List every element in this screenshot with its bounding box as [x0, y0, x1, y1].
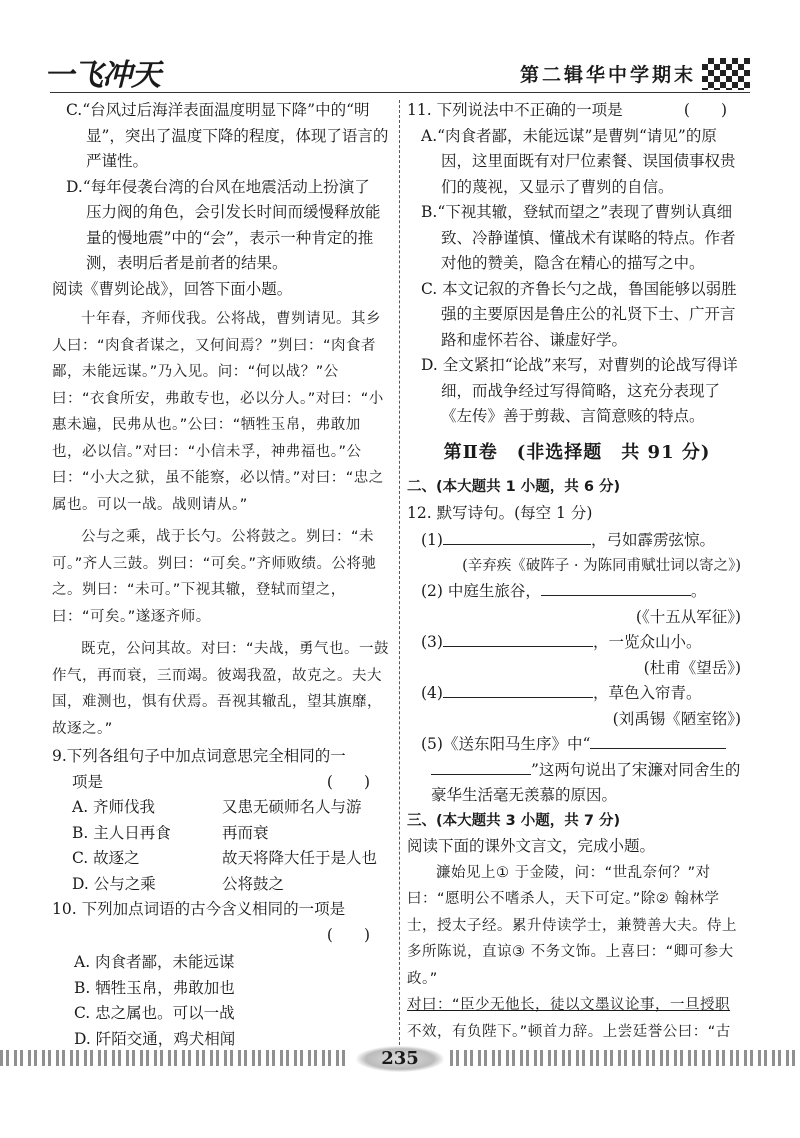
q12-2-source: (《十五从军征》) [635, 607, 741, 626]
q10-options [52, 950, 390, 1052]
q12-item-4 [407, 681, 747, 707]
page-number: 235 [356, 1046, 444, 1072]
q11-stem-row [407, 98, 747, 124]
passage-paragraph-3: 既克，公问其故。对曰：“夫战，勇气也。一鼓作气，再而衰，三而竭。彼竭我盈，故克之。夫大国，难测也，惧有伏焉。吾视其辙乱，望其旗靡，故逐之。” [52, 641, 390, 737]
footer-pattern-right [450, 1050, 800, 1066]
q8-option-c-line2: 显”，突出了温度下降的程度，体现了语言的 [86, 126, 389, 145]
q9-option-b-right: 再而衰 [222, 823, 269, 842]
checker-pattern-decoration [702, 58, 750, 90]
q12-4-text: ，草色入帘青。 [592, 684, 702, 702]
q12-5-text: (5)《送东阳马生序》中“ [421, 735, 591, 753]
q12-3-label: (3) [421, 633, 443, 651]
q11-answer-blank[interactable]: ( ) [683, 101, 727, 119]
q11-option-d: D. 全文紧扣“论战”来写，对曹刿的论战写得详细，而战争经过写得简略，这充分表现了《左传》善于剪裁、言简意赅的特点。 [421, 356, 738, 425]
q9-option-c-right: 故天将降大任于是人也 [222, 849, 378, 867]
q10-answer-blank[interactable]: ( ) [326, 925, 370, 944]
series-logo: 一飞冲天 [44, 58, 160, 93]
q12-4-source: (刘禹锡《陋室铭》) [612, 709, 741, 728]
q12-3-blank[interactable] [443, 630, 593, 647]
q9-option-a-right: 又患无硕师名人与游 [222, 798, 362, 816]
q9-options [52, 795, 390, 897]
q12-4-label: (4) [421, 684, 443, 702]
q9-option-a-left: A. 齐师伐我 [72, 798, 156, 816]
q12-item-3 [407, 630, 747, 656]
q12-5-blank[interactable] [590, 732, 726, 749]
q11-stem: 11. 下列说法中不正确的一项是 [407, 101, 623, 119]
q12-1-text: ，弓如霹雳弦惊。 [590, 531, 715, 549]
q11-option-b: B.“下视其辙，登轼而望之”表现了曹刿认真细致、冷静谨慎、懂战术有谋略的特点。作者对他的赞美，隐含在精心的描写之中。 [421, 203, 736, 272]
q12-3-text: ，一览众山小。 [592, 633, 702, 651]
q12-item-2 [407, 579, 747, 605]
q12-3-source: (杜甫《望岳》) [643, 658, 741, 677]
q9-option-d-right: 公将鼓之 [222, 874, 285, 893]
q8-option-d-line1: D.“每年侵袭台湾的台风在地震活动上扮演了 [66, 177, 370, 196]
q10-option-c: C. 忠之属也。可以一战 [74, 1004, 235, 1022]
q12-5-rest: ”这两句说出了宋濂对同舍生的豪华生活毫无羡慕的原因。 [431, 760, 741, 804]
footer-pattern-left [0, 1050, 350, 1066]
q12-5-blank-line2 [407, 758, 747, 809]
q10-option-d: D. 阡陌交通，鸡犬相闻 [74, 1029, 236, 1048]
section2-heading: 二、(本大题共 1 小题，共 6 分) [407, 479, 621, 495]
q12-2-end: 。 [690, 582, 707, 600]
part2-title: 第Ⅱ卷 (非选择题 共 91 分) [443, 441, 711, 463]
q9-option-c-left: C. 故逐之 [72, 849, 140, 867]
q10-answer-row [52, 923, 390, 949]
q8-option-d-line3: 量的慢地震”中的“会”，表示一种肯定的推 [86, 228, 374, 247]
passage2-paragraph: 濂始见上① 于金陵，问：“世乱奈何？”对曰：“愿明公不嗜杀人，天下可定。”除② 翰林学士，授太子经。累升侍读学士，兼赞善大夫。侍上多所陈说，直谅③ 不务文饰。上喜曰：“卿可参大政。” [407, 864, 737, 987]
q11-option-a: A.“肉食者鄙，未能远谋”是曹刿“请见”的原因，这里面既有对尸位素餐、误国债事权贵们的蔑视，又显示了曹刿的自信。 [421, 126, 736, 196]
q8-option-c-line3: 严谨性。 [86, 152, 149, 170]
q12-item-1 [407, 528, 747, 554]
q9-answer-blank[interactable]: ( ) [326, 772, 370, 791]
passage2-last-line: 不效，有负陛下。”顿首力辞。上尝廷誉公曰：“古 [407, 1023, 731, 1040]
left-column [52, 98, 390, 1052]
q12-2-text: (2) 中庭生旅谷， [421, 582, 541, 600]
q8-option-c-line1: C.“台风过后海洋表面温度明显下降”中的“明 [66, 101, 370, 119]
q9-stem-line2 [52, 770, 390, 796]
header-title: 第二辑华中学期末 [520, 64, 697, 86]
q9-stem-line1: 9.下列各组句子中加点词意思完全相同的一 [52, 747, 346, 765]
q12-title: 12. 默写诗句。(每空 1 分) [407, 503, 593, 522]
q8-option-d-line4: 测，表明后者是前者的结果。 [86, 254, 288, 272]
q12-1-label: (1) [421, 531, 443, 549]
passage2-underlined-line: 对曰：“臣少无他长，徒以文墨议论事，一旦授职 [407, 997, 731, 1013]
q9-stem-text: 项是 [72, 772, 104, 791]
header-rule [50, 92, 750, 93]
q9-option-d-left: D. 公与之乘 [72, 874, 156, 893]
q12-5-blank-2[interactable] [431, 758, 531, 775]
right-column [407, 98, 747, 1045]
q8-option-d-line2: 压力阀的角色，会引发长时间而缓慢释放能 [86, 203, 381, 221]
section3-heading: 三、(本大题共 3 小题，共 7 分) [407, 812, 621, 829]
q10-stem: 10. 下列加点词语的古今含义相同的一项是 [52, 900, 346, 918]
q12-1-source: (辛弃疾《破阵子 · 为陈同甫赋壮词以寄之》) [462, 557, 741, 574]
q10-option-b: B. 牺牲玉帛，弗敢加也 [74, 978, 235, 997]
q12-4-blank[interactable] [443, 681, 593, 698]
q12-item-5 [407, 732, 747, 758]
q12-1-blank[interactable] [443, 528, 591, 545]
q9-option-b-left: B. 主人日再食 [72, 823, 171, 842]
q11-option-c: C. 本文记叙的齐鲁长勺之战，鲁国能够以弱胜强的主要原因是鲁庄公的礼贤下士、广开言路和虚怀若谷、谦虚好学。 [421, 279, 737, 349]
q12-2-blank[interactable] [541, 579, 691, 596]
reading-intro: 阅读《曹刿论战》，回答下面小题。 [52, 279, 293, 298]
page-header [0, 0, 800, 96]
q10-option-a: A. 肉食者鄙，未能远谋 [74, 953, 235, 971]
passage-paragraph-1: 十年春，齐师伐我。公将战，曹刿请见。其乡人曰：“肉食者谋之，又何间焉？”刿曰：“肉食者鄙，未能远谋。”乃入见。问：“何以战？”公曰：“衣食所安，弗敢专也，必以分人。”对曰：“小惠未遍，民弗从也。”公曰：“牺牲玉帛，弗敢加也，必以信。”对曰：“小信未孚，神弗福也。”公曰：“小大之狱，虽不能察，必以情。”对曰：“忠之属也。可以一战。战则请从。” [52, 311, 384, 513]
passage-paragraph-2: 公与之乘，战于长勺。公将鼓之。刿曰：“未可。”齐人三鼓。刿曰：“可矣。”齐师败绩。公将驰之。刿曰：“未可。”下视其辙，登轼而望之，曰：“可矣。”遂逐齐师。 [52, 529, 377, 625]
column-divider [399, 100, 400, 1045]
reading2-intro: 阅读下面的课外文言文，完成小题。 [407, 837, 656, 855]
